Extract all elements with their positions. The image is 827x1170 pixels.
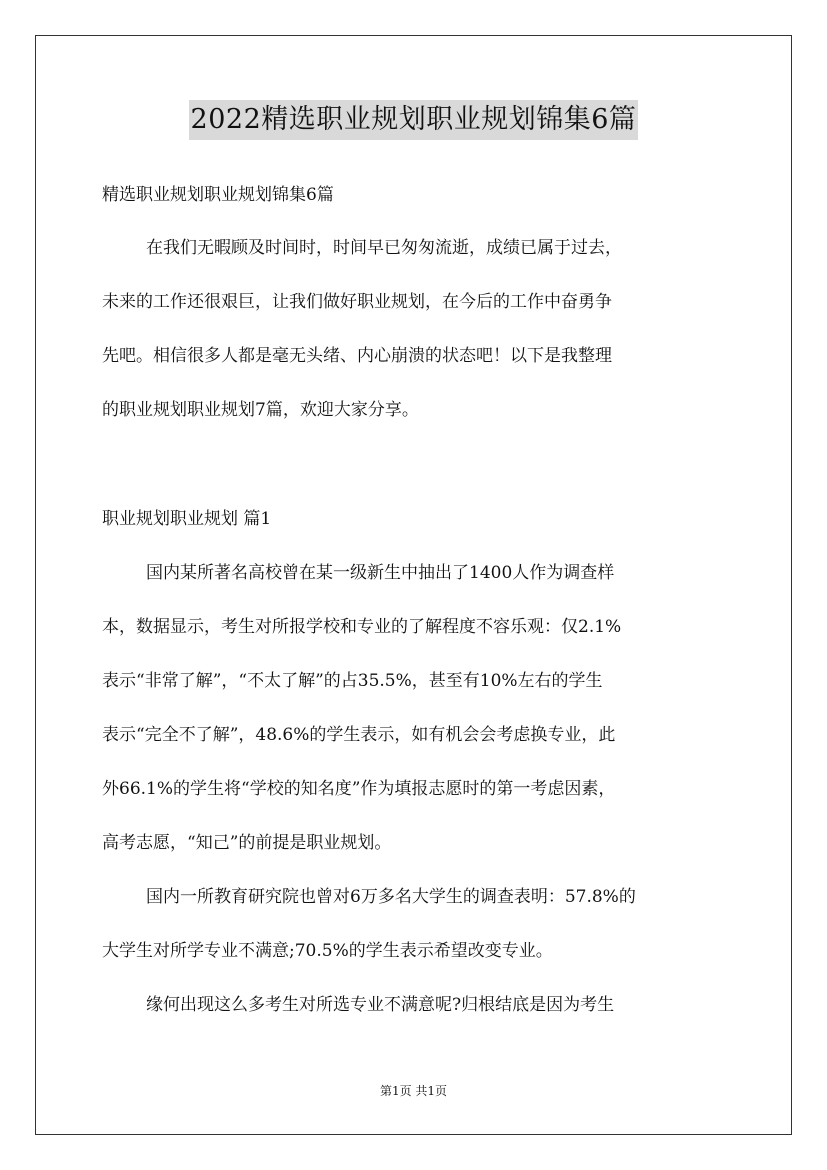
intro-line-2: 未来的工作还很艰巨，让我们做好职业规划，在今后的工作中奋勇争: [102, 292, 612, 312]
intro-line-1: 在我们无暇顾及时间时，时间早已匆匆流逝，成绩已属于过去，: [146, 238, 622, 258]
paragraph3-line-1: 缘何出现这么多考生对所选专业不满意呢?归根结底是因为考生: [146, 995, 615, 1015]
paragraph1-line-4: 表示“完全不了解”，48.6%的学生表示，如有机会会考虑换专业，此: [102, 725, 616, 745]
paragraph1-line-6: 高考志愿，“知己”的前提是职业规划。: [102, 833, 392, 853]
paragraph1-line-2: 本，数据显示，考生对所报学校和专业的了解程度不容乐观：仅2.1%: [102, 617, 622, 637]
intro-line-3: 先吧。相信很多人都是毫无头绪、内心崩溃的状态吧！以下是我整理: [102, 346, 612, 366]
page-footer: 第1页 共1页: [379, 1084, 448, 1098]
paragraph1-line-3: 表示“非常了解”，“不太了解”的占35.5%，甚至有10%左右的学生: [102, 671, 603, 691]
document-subtitle: 精选职业规划职业规划锦集6篇: [102, 185, 334, 205]
intro-line-4: 的职业规划职业规划7篇，欢迎大家分享。: [102, 400, 419, 420]
paragraph2-line-1: 国内一所教育研究院也曾对6万多名大学生的调查表明：57.8%的: [146, 887, 636, 907]
paragraph1-line-5: 外66.1%的学生将“学校的知名度”作为填报志愿时的第一考虑因素，: [102, 779, 616, 799]
paragraph1-line-1: 国内某所著名高校曾在某一级新生中抽出了1400人作为调查样: [146, 563, 615, 583]
section-heading: 职业规划职业规划 篇1: [102, 509, 272, 529]
document-title: 2022精选职业规划职业规划锦集6篇: [189, 100, 639, 140]
paragraph2-line-2: 大学生对所学专业不满意;70.5%的学生表示希望改变专业。: [102, 941, 553, 961]
title-container: [0, 100, 827, 140]
